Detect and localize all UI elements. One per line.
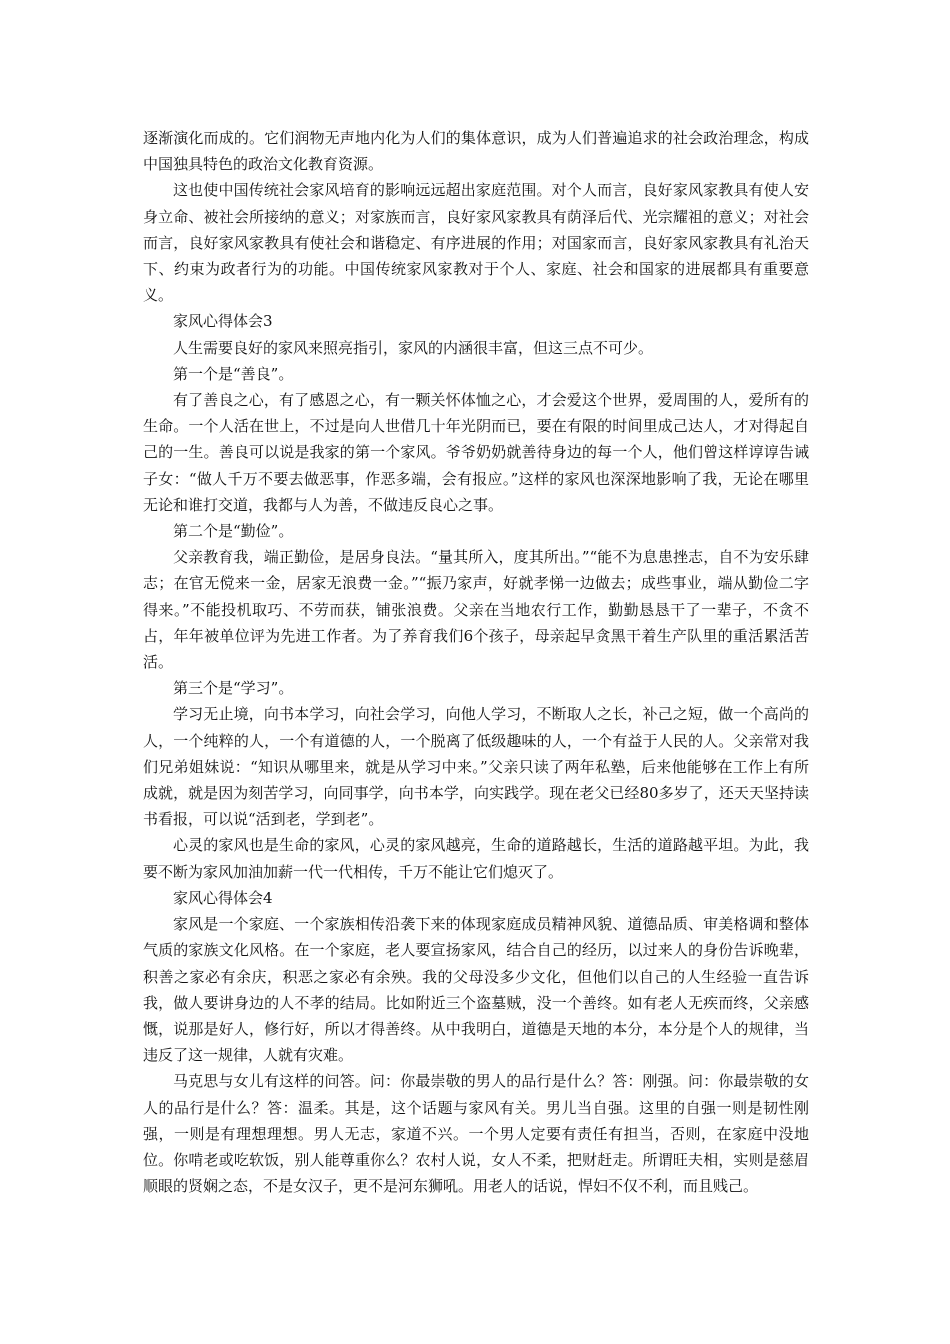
section-heading: 家风心得体会4 <box>173 888 273 907</box>
paragraph: 第二个是“勤俭”。 <box>173 522 294 541</box>
paragraph: 逐渐演化而成的。它们润物无声地内化为人们的集体意识，成为人们普遍追求的社会政治理念，构成中国独具特色的政治文化教育资源。 <box>143 129 809 174</box>
paragraph: 人生需要良好的家风来照亮指引，家风的内涵很丰富，但这三点不可少。 <box>173 338 654 357</box>
paragraph: 心灵的家风也是生命的家风，心灵的家风越亮，生命的道路越长，生活的道路越平坦。为此，我要不断为家风加油加薪一代一代相传，千万不能让它们熄灭了。 <box>143 836 809 881</box>
paragraph: 这也使中国传统社会家风培育的影响远远超出家庭范围。对个人而言，良好家风家教具有使人安身立命、被社会所接纳的意义；对家族而言，良好家风家教具有荫泽后代、光宗耀祖的意义；对社会而言，良好家风家教具有使社会和谐稳定、有序进展的作用；对国家而言，良好家风家教具有礼治天下、约束为政者行为的功能。中国传统家风家教对于个人、家庭、社会和国家的进展都具有重要意义。 <box>143 181 809 305</box>
document-body <box>143 125 809 1199</box>
paragraph: 父亲教育我，端正勤俭，是居身良法。“量其所入，度其所出。”“能不为息患挫志，自不为安乐肆志；在官无傥来一金，居家无浪费一金。”“振乃家声，好就孝悌一边做去；成些事业，端从勤俭二字得来。”不能投机取巧、不劳而获，铺张浪费。父亲在当地农行工作，勤勤恳恳干了一辈子，不贪不占，年年被单位评为先进工作者。为了养育我们6个孩子，母亲起早贪黑干着生产队里的重活累活苦活。 <box>143 548 809 672</box>
section-heading: 家风心得体会3 <box>173 312 273 331</box>
paragraph: 有了善良之心，有了感恩之心，有一颗关怀体恤之心，才会爱这个世界，爱周围的人，爱所有的生命。一个人活在世上，不过是向人世借几十年光阴而已，要在有限的时间里成己达人，才对得起自己的一生。善良可以说是我家的第一个家风。爷爷奶奶就善待身边的每一个人，他们曾这样谆谆告诫子女：“做人千万不要去做恶事，作恶多端，会有报应。”这样的家风也深深地影响了我，无论在哪里无论和谁打交道，我都与人为善，不做违反良心之事。 <box>143 391 809 514</box>
paragraph: 家风是一个家庭、一个家族相传沿袭下来的体现家庭成员精神风貌、道德品质、审美格调和整体气质的家族文化风格。在一个家庭，老人要宣扬家风，结合自己的经历，以过来人的身份告诉晚辈，积善之家必有余庆，积恶之家必有余殃。我的父母没多少文化，但他们以自己的人生经验一直告诉我，做人要讲身边的人不孝的结局。比如附近三个盗墓贼，没一个善终。如有老人无疾而终，父亲感慨，说那是好人，修行好，所以才得善终。从中我明白，道德是天地的本分，本分是个人的规律，当违反了这一规律，人就有灾难。 <box>143 915 809 1065</box>
paragraph: 第三个是“学习”。 <box>173 679 294 698</box>
paragraph: 马克思与女儿有这样的问答。问：你最崇敬的男人的品行是什么？答：刚强。问：你最崇敬的女人的品行是什么？答：温柔。其是，这个话题与家风有关。男儿当自强。这里的自强一则是韧性刚强，一则是有理想理想。男人无志，家道不兴。一个男人定要有责任有担当，否则，在家庭中没地位。你啃老或吃软饭，别人能尊重你么？农村人说，女人不柔，把财赶走。所谓旺夫相，实则是慈眉顺眼的贤娴之态，不是女汉子，更不是河东狮吼。用老人的话说，悍妇不仅不利，而且贱己。 <box>143 1072 809 1196</box>
paragraph: 学习无止境，向书本学习，向社会学习，向他人学习，不断取人之长，补己之短，做一个高尚的人，一个纯粹的人，一个有道德的人，一个脱离了低级趣味的人，一个有益于人民的人。父亲常对我们兄弟姐妹说：“知识从哪里来，就是从学习中来。”父亲只读了两年私塾，后来他能够在工作上有所成就，就是因为刻苦学习，向同事学，向书本学，向实践学。现在老父已经80多岁了，还天天坚持读书看报，可以说“活到老，学到老”。 <box>143 705 809 829</box>
paragraph: 第一个是“善良”。 <box>173 364 294 383</box>
